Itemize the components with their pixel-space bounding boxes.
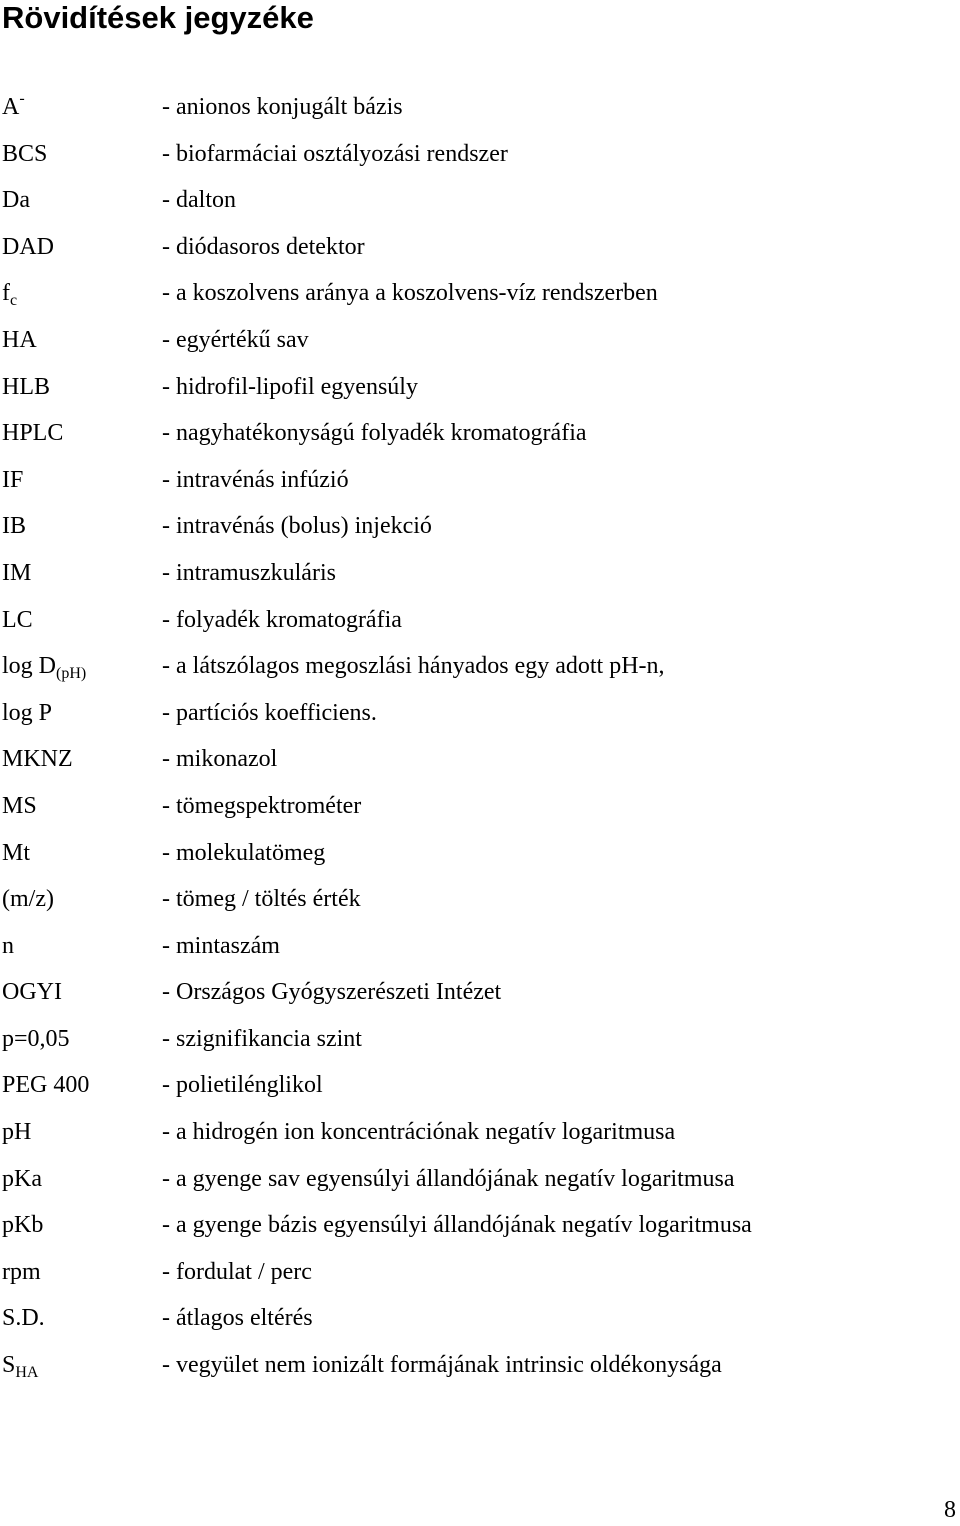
abbreviation-definition: - anionos konjugált bázis: [162, 94, 403, 120]
abbreviation-list: [0, 87, 960, 1392]
abbreviation-term: [2, 926, 14, 966]
abbreviation-term-text: p=0,05: [2, 1025, 70, 1052]
abbreviation-term-text: HPLC: [2, 420, 64, 447]
abbreviation-term: [2, 833, 30, 873]
abbreviation-term: [2, 1205, 43, 1245]
abbreviation-definition: - a hidrogén ion koncentrációnak negatív logaritmusa: [162, 1119, 676, 1146]
list-item: [0, 320, 960, 367]
list-item: [0, 460, 960, 507]
abbreviation-term: [2, 273, 17, 313]
abbreviation-definition: - tömegspektrométer: [162, 792, 362, 819]
list-item: [0, 1019, 960, 1066]
abbreviation-definition: - a gyenge bázis egyensúlyi állandójának negatív logaritmusa: [162, 1212, 752, 1239]
abbreviation-term-text: pH: [2, 1119, 32, 1146]
list-item: [0, 833, 960, 880]
list-item: [0, 786, 960, 833]
abbreviation-definition: - Országos Gyógyszerészeti Intézet: [162, 979, 502, 1006]
abbreviation-term-text: BCS: [2, 140, 48, 167]
abbreviation-subscript: c: [10, 292, 18, 310]
abbreviation-term-text: HLB: [2, 373, 50, 400]
list-item: [0, 180, 960, 227]
abbreviation-definition: - polietilénglikol: [162, 1072, 323, 1099]
list-item: [0, 506, 960, 553]
abbreviation-term: [2, 134, 47, 174]
abbreviation-superscript: -: [19, 90, 25, 107]
abbreviation-term: [2, 87, 25, 127]
abbreviation-definition: - mikonazol: [162, 746, 278, 773]
abbreviation-term: [2, 1345, 38, 1385]
list-item: [0, 227, 960, 274]
abbreviation-definition: - nagyhatékonyságú folyadék kromatográfia: [162, 420, 587, 447]
abbreviation-subscript: HA: [15, 1364, 39, 1382]
abbreviation-definition: - dalton: [162, 187, 236, 214]
abbreviation-definition: - partíciós koefficiens.: [162, 699, 377, 726]
list-item: [0, 1159, 960, 1206]
abbreviation-definition: - szignifikancia szint: [162, 1025, 362, 1052]
abbreviation-term: [2, 1065, 89, 1105]
list-item: [0, 273, 960, 320]
list-item: [0, 739, 960, 786]
abbreviation-definition: - folyadék kromatográfia: [162, 606, 402, 633]
abbreviation-term-text: pKb: [2, 1212, 44, 1239]
abbreviation-term-text: S.D.: [2, 1305, 45, 1332]
abbreviation-term: [2, 972, 62, 1012]
abbreviation-term-text: IF: [2, 466, 24, 493]
abbreviation-definition: - molekulatömeg: [162, 839, 326, 866]
abbreviation-term: [2, 506, 26, 546]
list-item: [0, 879, 960, 926]
abbreviation-term: [2, 553, 31, 593]
abbreviation-definition: - a látszólagos megoszlási hányados egy adott pH-n,: [162, 653, 665, 680]
list-item: [0, 1065, 960, 1112]
list-item: [0, 1298, 960, 1345]
abbreviation-term-text: PEG 400: [2, 1072, 90, 1099]
abbreviation-definition: - diódasoros detektor: [162, 233, 365, 260]
abbreviation-term-text: log P: [2, 699, 53, 726]
abbreviation-term-text: DAD: [2, 233, 54, 260]
list-item: [0, 87, 960, 134]
abbreviation-term: [2, 320, 37, 360]
abbreviation-term-text: S: [2, 1352, 16, 1379]
abbreviation-definition: - tömeg / töltés érték: [162, 886, 361, 913]
list-item: [0, 553, 960, 600]
abbreviation-definition: - intravénás infúzió: [162, 466, 349, 493]
abbreviation-term-text: OGYI: [2, 979, 62, 1006]
list-item: [0, 693, 960, 740]
abbreviation-term-text: A: [2, 94, 20, 120]
abbreviation-definition: - átlagos eltérés: [162, 1305, 313, 1332]
abbreviation-term-text: n: [2, 932, 14, 959]
abbreviation-definition: - intravénás (bolus) injekció: [162, 513, 432, 540]
abbreviation-definition: - a koszolvens aránya a koszolvens-víz rendszerben: [162, 280, 658, 307]
list-item: [0, 646, 960, 693]
abbreviation-term: [2, 646, 86, 686]
abbreviation-definition: - intramuszkuláris: [162, 559, 336, 586]
abbreviation-term-text: pKa: [2, 1165, 42, 1192]
abbreviation-term: [2, 693, 52, 733]
abbreviation-term: [2, 1159, 42, 1199]
abbreviation-definition: - a gyenge sav egyensúlyi állandójának negatív logaritmusa: [162, 1165, 735, 1192]
abbreviation-term-text: HA: [2, 326, 37, 353]
abbreviation-term-text: IM: [2, 559, 32, 586]
abbreviation-term: [2, 227, 54, 267]
abbreviation-term-text: Da: [2, 187, 30, 214]
abbreviation-term-text: MKNZ: [2, 746, 73, 773]
abbreviation-term: [2, 180, 30, 220]
abbreviation-term: [2, 786, 37, 826]
abbreviation-definition: - biofarmáciai osztályozási rendszer: [162, 140, 508, 167]
abbreviation-term: [2, 1252, 41, 1292]
list-item: [0, 972, 960, 1019]
abbreviation-term-text: LC: [2, 606, 33, 633]
abbreviation-term-text: log D: [2, 653, 56, 680]
list-item: [0, 926, 960, 973]
list-item: [0, 600, 960, 647]
abbreviation-term: [2, 600, 33, 640]
abbreviation-term: [2, 739, 73, 779]
abbreviation-term-text: Mt: [2, 839, 31, 866]
list-item: [0, 1252, 960, 1299]
abbreviation-term: [2, 879, 54, 919]
abbreviation-definition: - vegyület nem ionizált formájának intrinsic oldékonysága: [162, 1352, 722, 1379]
list-item: [0, 1205, 960, 1252]
abbreviation-term-text: f: [2, 280, 10, 307]
list-item: [0, 413, 960, 460]
abbreviation-definition: - mintaszám: [162, 932, 280, 959]
abbreviation-term: [2, 460, 23, 500]
list-item: [0, 367, 960, 414]
abbreviation-definition: - hidrofil-lipofil egyensúly: [162, 373, 418, 400]
list-item: [0, 1112, 960, 1159]
abbreviation-term: [2, 1112, 31, 1152]
abbreviation-term-text: MS: [2, 792, 37, 819]
abbreviation-subscript: (pH): [56, 665, 87, 683]
abbreviation-term: [2, 367, 50, 407]
abbreviation-term: [2, 1298, 45, 1338]
abbreviation-definition: - fordulat / perc: [162, 1258, 312, 1285]
abbreviation-term-text: (m/z): [2, 886, 54, 913]
abbreviation-term: [2, 1019, 70, 1059]
page-number: 8: [944, 1497, 956, 1523]
list-item: [0, 1345, 960, 1392]
abbreviation-definition: - egyértékű sav: [162, 326, 309, 353]
abbreviation-term-text: IB: [2, 513, 26, 540]
list-item: [0, 134, 960, 181]
abbreviation-term: [2, 413, 63, 453]
abbreviation-term-text: rpm: [2, 1258, 41, 1285]
page-title: Rövidítések jegyzéke: [2, 0, 314, 35]
